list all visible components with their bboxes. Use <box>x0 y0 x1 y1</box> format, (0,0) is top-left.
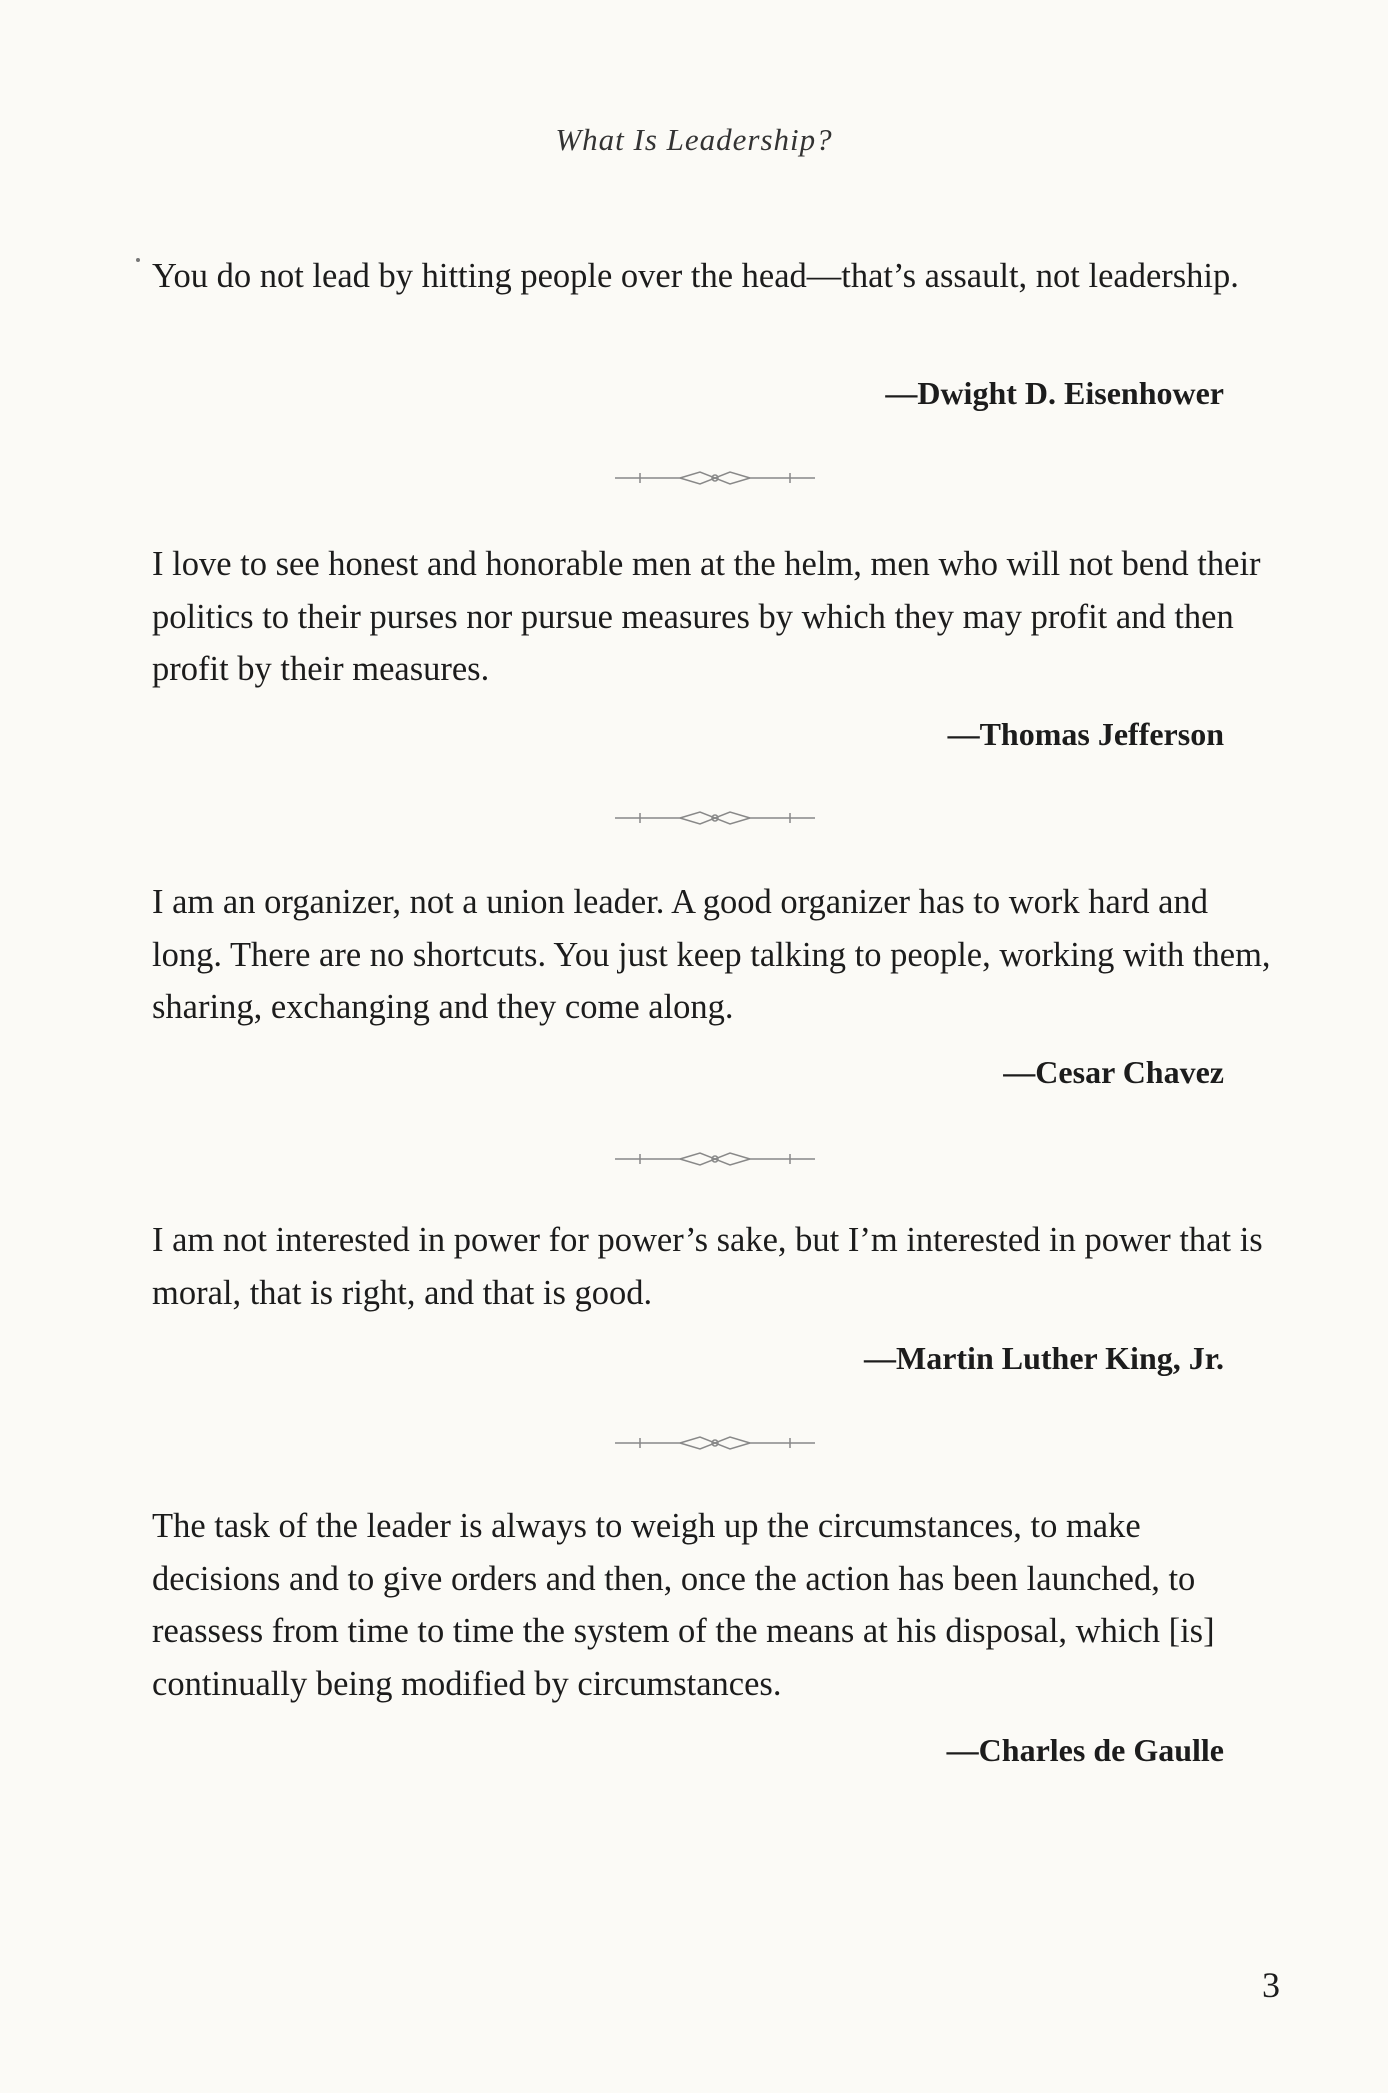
quote-attribution-eisenhower: —Dwight D. Eisenhower <box>885 375 1224 411</box>
page-number: 3 <box>1262 1965 1280 2005</box>
quote-attribution-de-gaulle: —Charles de Gaulle <box>946 1732 1224 1768</box>
quote-attribution-jefferson: —Thomas Jefferson <box>947 716 1224 752</box>
ornament-divider-icon <box>610 808 820 828</box>
quote-text-jefferson: I love to see honest and honorable men at the helm, men who will not bend their politics to their purses nor pursue measures by which they may profit and then profit by their measures. <box>152 545 1261 688</box>
quote-text-chavez: I am an organizer, not a union leader. A good organizer has to work hard and long. There are no shortcuts. You just keep talking to people, working with them, sharing, exchanging and they come along. <box>152 883 1271 1026</box>
ornament-divider-icon <box>610 1433 820 1453</box>
quote-attribution-king: —Martin Luther King, Jr. <box>863 1340 1224 1376</box>
scan-speck <box>136 258 140 262</box>
quote-text-eisenhower: You do not lead by hitting people over the head—that’s assault, not leadership. <box>152 257 1239 295</box>
running-head: What Is Leadership? <box>555 122 833 157</box>
quote-text-king: I am not interested in power for power’s sake, but I’m interested in power that is moral, that is right, and that is good. <box>152 1221 1263 1312</box>
quote-attribution-chavez: —Cesar Chavez <box>1003 1054 1224 1090</box>
ornament-divider-icon <box>610 468 820 488</box>
ornament-divider-icon <box>610 1149 820 1169</box>
quote-text-de-gaulle: The task of the leader is always to weigh up the circumstances, to make decisions and to give orders and then, once the action has been launched, to reassess from time to time the system of the means at his disposal, which [is] continually being modified by circumstances. <box>152 1507 1215 1703</box>
